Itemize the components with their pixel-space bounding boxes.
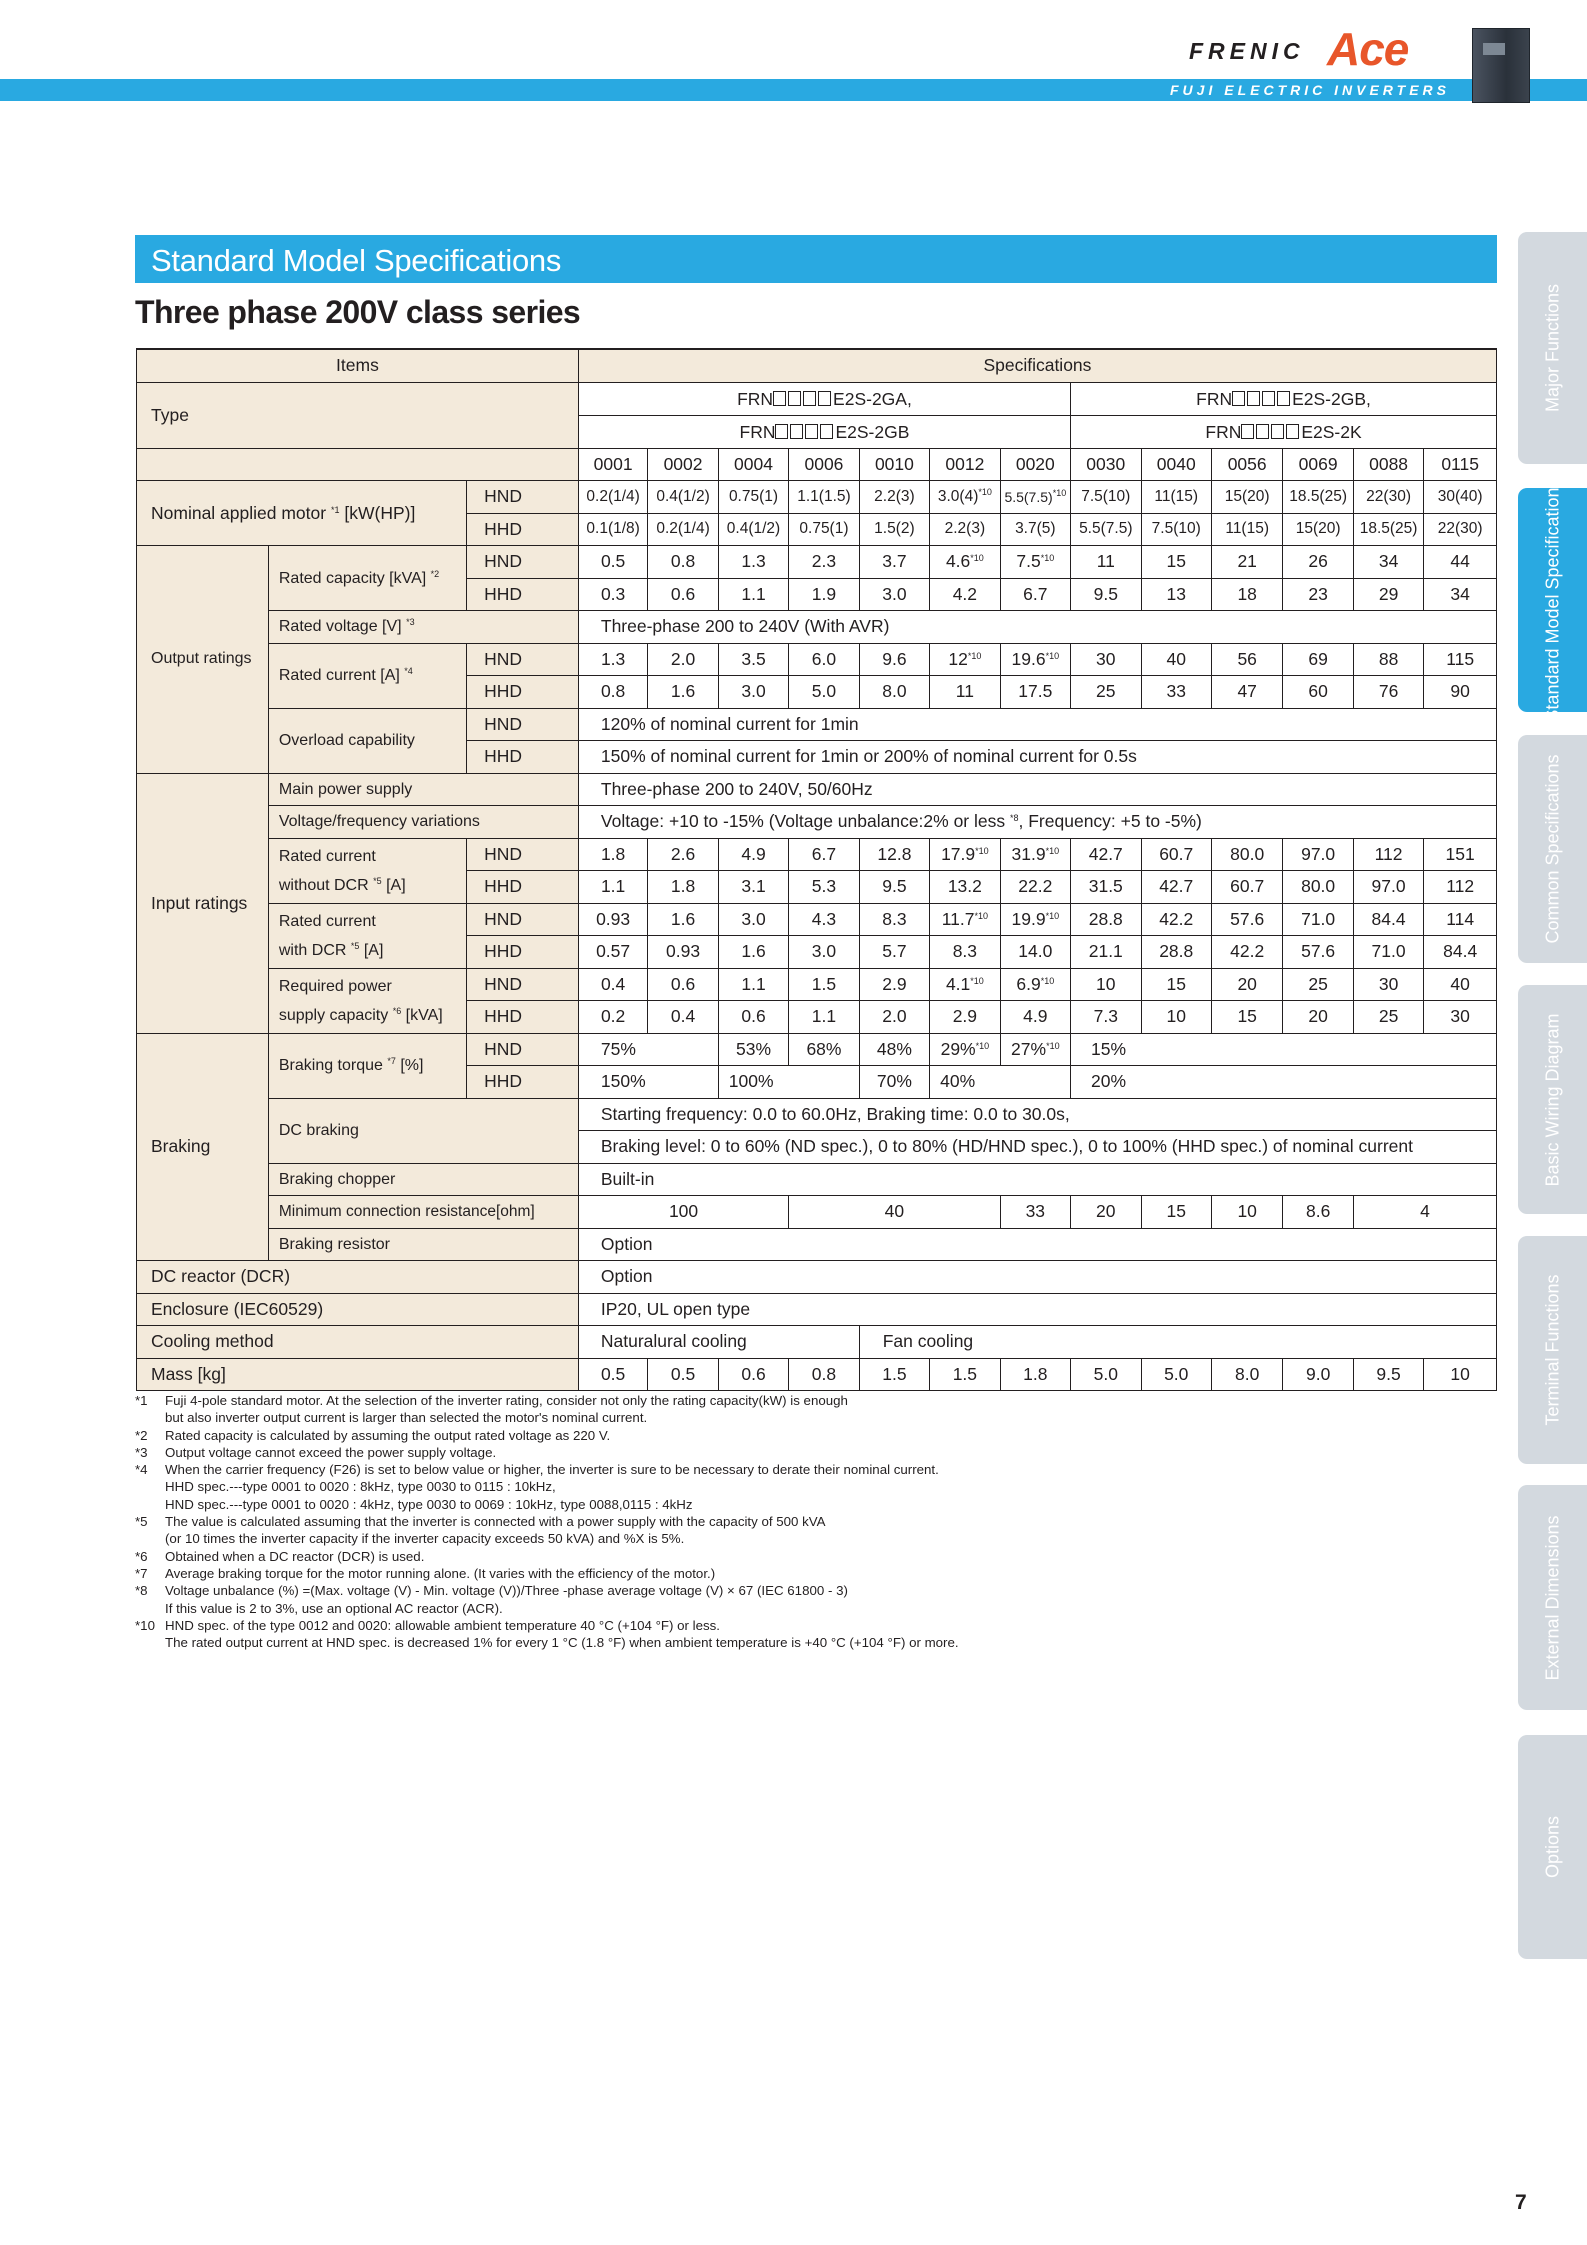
motor-hnd-cell: 1.1(1.5)	[789, 481, 859, 514]
type-label: Type	[137, 382, 579, 448]
nodcr-hhd-cell: 31.5	[1071, 871, 1141, 904]
mass-cell: 0.8	[789, 1358, 859, 1391]
capacity-hhd-cell: 6.7	[1000, 578, 1070, 611]
cooling-fan: Fan cooling	[859, 1326, 1496, 1359]
resistance-cell: 4	[1353, 1196, 1496, 1229]
current-hhd-cell: 5.0	[789, 676, 859, 709]
cooling-natural: Naturalural cooling	[578, 1326, 859, 1359]
capacity-hnd-cell: 2.3	[789, 546, 859, 579]
motor-hnd-cell: 15(20)	[1211, 481, 1282, 514]
motor-hhd-cell: 0.2(1/4)	[648, 513, 718, 546]
footnote: *4 When the carrier frequency (F26) is set to below value or higher, the inverter is sure to be necessary to derate their nominal current. HHD spec.---type 0001 to 0020 : 8kHz, type 0030 to 0115 : 10kHz, HND spec.---type 0001 to 0020 : 4kHz, type 0030 to 0069 : 10kHz, type 0088,0115 : 4kHz	[135, 1462, 939, 1512]
nodcr-hhd-cell: 1.1	[578, 871, 647, 904]
dcr-hhd-cell: 14.0	[1000, 936, 1070, 969]
variation-label: Voltage/frequency variations	[268, 806, 578, 839]
current-hnd-cell: 40	[1141, 643, 1211, 676]
dcr-hnd-cell: 19.9$^{*10}$	[1000, 903, 1070, 936]
nodcr-hhd-cell: 9.5	[859, 871, 929, 904]
mode-hnd: HND	[467, 1033, 579, 1066]
rated-capacity-label: Rated capacity [kVA] $^{*2}$	[268, 546, 466, 611]
capacity-hnd-cell: 0.8	[648, 546, 718, 579]
motor-hnd-cell: 30(40)	[1424, 481, 1497, 514]
dcr-hhd-cell: 3.0	[789, 936, 859, 969]
footnote: *10 HND spec. of the type 0012 and 0020: allowable ambient temperature 40 °C (+104 °F) or less. The rated output current at HND spec. is decreased 1% for every 1 °C (1.8 °F) when ambient temperature is +40 °C (+104 °F) or more.	[135, 1617, 959, 1651]
tab-common-specifications[interactable]: Common Specifications	[1518, 735, 1587, 963]
enclosure-value: IP20, UL open type	[578, 1293, 1496, 1326]
capacity-hnd-cell: 0.5	[578, 546, 647, 579]
brand-name: FRENIC	[1189, 38, 1305, 64]
dcr-hhd-cell: 8.3	[930, 936, 1000, 969]
nodcr-hnd-cell: 42.7	[1071, 838, 1141, 871]
motor-hnd-cell: 0.75(1)	[718, 481, 788, 514]
mode-hnd: HND	[467, 481, 579, 514]
current-hhd-cell: 47	[1211, 676, 1282, 709]
capacity-hnd-cell: 3.7	[859, 546, 929, 579]
current-hnd-cell: 2.0	[648, 643, 718, 676]
capacity-hhd-cell: 1.9	[789, 578, 859, 611]
braking-chopper-value: Built-in	[578, 1163, 1496, 1196]
torque-hhd-cell: 150%	[578, 1066, 718, 1099]
supply-hhd-cell: 0.6	[718, 1001, 788, 1034]
dcr-hnd-cell: 71.0	[1283, 903, 1353, 936]
current-hhd-cell: 3.0	[718, 676, 788, 709]
capacity-hnd-cell: 34	[1353, 546, 1423, 579]
motor-hnd-cell: 22(30)	[1353, 481, 1423, 514]
capacity-hnd-cell: 15	[1141, 546, 1211, 579]
model-code: 0040	[1141, 448, 1211, 481]
model-code: 0001	[578, 448, 647, 481]
tab-terminal-functions[interactable]: Terminal Functions	[1518, 1236, 1587, 1464]
model-code: 0002	[648, 448, 718, 481]
nodcr-hhd-cell: 1.8	[648, 871, 718, 904]
type-b-line1: FRN E2S-2GB,	[1071, 382, 1497, 415]
current-hhd-cell: 17.5	[1000, 676, 1070, 709]
mass-cell: 1.5	[859, 1358, 929, 1391]
footnote: *8 Voltage unbalance (%) =(Max. voltage (V) - Min. voltage (V))/Three -phase average voltage (V) × 67 (IEC 61800 - 3) If this value is 2 to 3%, use an optional AC reactor (ACR).	[135, 1583, 848, 1616]
mode-hnd: HND	[467, 968, 579, 1001]
resistance-cell: 100	[578, 1196, 788, 1229]
motor-hhd-cell: 7.5(10)	[1141, 513, 1211, 546]
capacity-hnd-cell: 7.5$^{*10}$	[1000, 546, 1070, 579]
supply-hnd-cell: 1.1	[718, 968, 788, 1001]
supply-hnd-cell: 15	[1141, 968, 1211, 1001]
capacity-hnd-cell: 4.6$^{*10}$	[930, 546, 1000, 579]
dc-braking-line2: Braking level: 0 to 60% (ND spec.), 0 to 80% (HD/HND spec.), 0 to 100% (HHD spec.) of nominal current	[578, 1131, 1496, 1164]
current-hnd-cell: 9.6	[859, 643, 929, 676]
mode-hhd: HHD	[467, 1066, 579, 1099]
current-hhd-cell: 90	[1424, 676, 1497, 709]
supply-hnd-cell: 25	[1283, 968, 1353, 1001]
motor-label: Nominal applied motor $^{*1}$ [kW(HP)]	[137, 481, 467, 546]
mass-cell: 8.0	[1211, 1358, 1282, 1391]
model-code: 0020	[1000, 448, 1070, 481]
supply-hnd-cell: 20	[1211, 968, 1282, 1001]
input-ratings-group: Input ratings	[137, 773, 269, 1033]
model-row-label	[137, 448, 579, 481]
supply-hnd-cell: 4.1$^{*10}$	[930, 968, 1000, 1001]
nodcr-hnd-cell: 17.9$^{*10}$	[930, 838, 1000, 871]
mass-label: Mass [kg]	[137, 1358, 579, 1391]
nodcr-hnd-cell: 60.7	[1141, 838, 1211, 871]
capacity-hhd-cell: 23	[1283, 578, 1353, 611]
nodcr-hnd-cell: 1.8	[578, 838, 647, 871]
nodcr-hhd-cell: 13.2	[930, 871, 1000, 904]
rated-current-label: Rated current [A] $^{*4}$	[268, 643, 466, 708]
mode-hhd: HHD	[467, 871, 579, 904]
tab-basic-wiring-diagram[interactable]: Basic Wiring Diagram	[1518, 985, 1587, 1214]
nodcr-hnd-cell: 12.8	[859, 838, 929, 871]
type-a-line1: FRN E2S-2GA,	[578, 382, 1070, 415]
supply-hhd-cell: 1.1	[789, 1001, 859, 1034]
motor-hhd-cell: 22(30)	[1424, 513, 1497, 546]
motor-hhd-cell: 5.5(7.5)	[1071, 513, 1141, 546]
motor-hhd-cell: 2.2(3)	[930, 513, 1000, 546]
mode-hnd: HND	[467, 546, 579, 579]
type-a-line2: FRN E2S-2GB	[578, 415, 1070, 448]
supply-hnd-cell: 10	[1071, 968, 1141, 1001]
variation-value: Voltage: +10 to -15% (Voltage unbalance:2% or less $^{*8}$, Frequency: +5 to -5%)	[578, 806, 1496, 839]
mode-hhd: HHD	[467, 1001, 579, 1034]
current-hnd-cell: 3.5	[718, 643, 788, 676]
resistance-cell: 33	[1000, 1196, 1070, 1229]
capacity-hnd-cell: 26	[1283, 546, 1353, 579]
items-header: Items	[137, 349, 579, 382]
nodcr-hnd-cell: 97.0	[1283, 838, 1353, 871]
nodcr-hnd-cell: 31.9$^{*10}$	[1000, 838, 1070, 871]
motor-hnd-cell: 2.2(3)	[859, 481, 929, 514]
section-title: Standard Model Specifications	[135, 235, 1497, 283]
model-code: 0088	[1353, 448, 1423, 481]
nodcr-hnd-cell: 112	[1353, 838, 1423, 871]
current-hhd-cell: 8.0	[859, 676, 929, 709]
mode-hhd: HHD	[467, 741, 579, 774]
dcr-hhd-cell: 84.4	[1424, 936, 1497, 969]
output-ratings-group: Output ratings	[137, 546, 269, 774]
supply-hnd-cell: 6.9$^{*10}$	[1000, 968, 1070, 1001]
torque-hnd-cell: 68%	[789, 1033, 859, 1066]
nodcr-hhd-cell: 3.1	[718, 871, 788, 904]
dcr-hnd-cell: 0.93	[578, 903, 647, 936]
motor-hhd-cell: 1.5(2)	[859, 513, 929, 546]
torque-hhd-cell: 20%	[1071, 1066, 1497, 1099]
footnote: *3 Output voltage cannot exceed the power supply voltage.	[135, 1444, 497, 1460]
supply-hhd-cell: 0.2	[578, 1001, 647, 1034]
motor-hnd-cell: 18.5(25)	[1283, 481, 1353, 514]
overload-hhd-value: 150% of nominal current for 1min or 200% of nominal current for 0.5s	[578, 741, 1496, 774]
supply-hhd-cell: 15	[1211, 1001, 1282, 1034]
dcr-hnd-cell: 1.6	[648, 903, 718, 936]
motor-hhd-cell: 0.75(1)	[789, 513, 859, 546]
mode-hnd: HND	[467, 643, 579, 676]
current-hnd-cell: 12$^{*10}$	[930, 643, 1000, 676]
page-number: 7	[1515, 2191, 1527, 2214]
mode-hnd: HND	[467, 838, 579, 871]
model-code: 0115	[1424, 448, 1497, 481]
motor-hnd-cell: 0.2(1/4)	[578, 481, 647, 514]
brand-series: Ace	[1327, 23, 1409, 75]
nodcr-hhd-cell: 22.2	[1000, 871, 1070, 904]
capacity-hhd-cell: 18	[1211, 578, 1282, 611]
nodcr-hhd-cell: 5.3	[789, 871, 859, 904]
nodcr-hhd-cell: 80.0	[1283, 871, 1353, 904]
dcr-hhd-cell: 28.8	[1141, 936, 1211, 969]
main-power-label: Main power supply	[268, 773, 578, 806]
supply-hhd-cell: 2.0	[859, 1001, 929, 1034]
supply-hhd-cell: 7.3	[1071, 1001, 1141, 1034]
nodcr-hhd-cell: 97.0	[1353, 871, 1423, 904]
resistance-cell: 15	[1141, 1196, 1211, 1229]
braking-group: Braking	[137, 1033, 269, 1261]
current-hhd-cell: 1.6	[648, 676, 718, 709]
motor-hhd-cell: 18.5(25)	[1353, 513, 1423, 546]
footnote: *2 Rated capacity is calculated by assuming the output rated voltage as 220 V.	[135, 1427, 611, 1443]
mode-hhd: HHD	[467, 676, 579, 709]
torque-hnd-cell: 75%	[578, 1033, 718, 1066]
supply-hnd-cell: 2.9	[859, 968, 929, 1001]
enclosure-label: Enclosure (IEC60529)	[137, 1293, 579, 1326]
dcr-hnd-cell: 84.4	[1353, 903, 1423, 936]
current-hnd-cell: 30	[1071, 643, 1141, 676]
motor-hhd-cell: 0.4(1/2)	[718, 513, 788, 546]
dcr-hhd-cell: 42.2	[1211, 936, 1282, 969]
dcr-hhd-cell: 1.6	[718, 936, 788, 969]
mass-cell: 0.5	[578, 1358, 647, 1391]
footnote: *1 Fuji 4-pole standard motor. At the selection of the inverter rating, consider not only the rating capacity(kW) is enough but also inverter output current is larger than selected the motor's nominal current.	[135, 1393, 848, 1426]
capacity-hhd-cell: 9.5	[1071, 578, 1141, 611]
supply-hhd-cell: 20	[1283, 1001, 1353, 1034]
mass-cell: 0.5	[648, 1358, 718, 1391]
current-hnd-cell: 1.3	[578, 643, 647, 676]
tab-standard-model-specifications[interactable]: Standard Model Specifications	[1518, 488, 1587, 712]
supply-hhd-cell: 30	[1424, 1001, 1497, 1034]
torque-hnd-cell: 29%$^{*10}$	[930, 1033, 1000, 1066]
dcr-hhd-cell: 5.7	[859, 936, 929, 969]
supply-hhd-cell: 10	[1141, 1001, 1211, 1034]
mass-cell: 9.0	[1283, 1358, 1353, 1391]
braking-torque-label: Braking torque $^{*7}$ [%]	[268, 1033, 466, 1098]
footnotes	[135, 1392, 1235, 1651]
dcr-hhd-cell: 0.93	[648, 936, 718, 969]
mass-cell: 1.8	[1000, 1358, 1070, 1391]
dc-braking-line1: Starting frequency: 0.0 to 60.0Hz, Braking time: 0.0 to 30.0s,	[578, 1098, 1496, 1131]
overload-label: Overload capability	[268, 708, 466, 773]
nodcr-hnd-cell: 151	[1424, 838, 1497, 871]
mode-hhd: HHD	[467, 936, 579, 969]
model-code: 0006	[789, 448, 859, 481]
supply-hnd-cell: 0.4	[578, 968, 647, 1001]
mass-cell: 5.0	[1071, 1358, 1141, 1391]
motor-hhd-cell: 11(15)	[1211, 513, 1282, 546]
braking-chopper-label: Braking chopper	[268, 1163, 578, 1196]
motor-hnd-cell: $5.5(7.5)^{*10}$	[1000, 481, 1070, 514]
model-code: 0012	[930, 448, 1000, 481]
overload-hnd-value: 120% of nominal current for 1min	[578, 708, 1496, 741]
tab-major-functions[interactable]: Major Functions	[1518, 232, 1587, 464]
current-hnd-cell: 69	[1283, 643, 1353, 676]
mode-hnd: HND	[467, 708, 579, 741]
main-power-value: Three-phase 200 to 240V, 50/60Hz	[578, 773, 1496, 806]
footnote: *7 Average braking torque for the motor running alone. (It varies with the efficiency of the motor.)	[135, 1565, 716, 1581]
capacity-hnd-cell: 21	[1211, 546, 1282, 579]
supply-hnd-cell: 40	[1424, 968, 1497, 1001]
current-hhd-cell: 0.8	[578, 676, 647, 709]
mode-hhd: HHD	[467, 578, 579, 611]
spec-table	[136, 348, 1497, 1391]
nodcr-hhd-cell: 60.7	[1211, 871, 1282, 904]
dcr-hnd-cell: 4.3	[789, 903, 859, 936]
braking-resistor-label: Braking resistor	[268, 1228, 578, 1261]
motor-hhd-cell: 15(20)	[1283, 513, 1353, 546]
dc-reactor-value: Option	[578, 1261, 1496, 1294]
supply-hnd-cell: 1.5	[789, 968, 859, 1001]
torque-hnd-cell: 15%	[1071, 1033, 1497, 1066]
dcr-hnd-cell: 3.0	[718, 903, 788, 936]
min-resistance-label: Minimum connection resistance[ohm]	[268, 1196, 578, 1229]
mode-hhd: HHD	[467, 513, 579, 546]
braking-resistor-value: Option	[578, 1228, 1496, 1261]
mass-cell: 10	[1424, 1358, 1497, 1391]
capacity-hnd-cell: 1.3	[718, 546, 788, 579]
resistance-cell: 40	[789, 1196, 1000, 1229]
model-code: 0069	[1283, 448, 1353, 481]
current-hnd-cell: 115	[1424, 643, 1497, 676]
model-code: 0004	[718, 448, 788, 481]
capacity-hnd-cell: 11	[1071, 546, 1141, 579]
supply-hhd-cell: 0.4	[648, 1001, 718, 1034]
capacity-hhd-cell: 4.2	[930, 578, 1000, 611]
capacity-hhd-cell: 13	[1141, 578, 1211, 611]
inverter-product-image	[1472, 28, 1530, 103]
resistance-cell: 10	[1211, 1196, 1282, 1229]
page-subtitle: Three phase 200V class series	[135, 294, 581, 330]
nodcr-hnd-cell: 4.9	[718, 838, 788, 871]
supply-hhd-cell: 2.9	[930, 1001, 1000, 1034]
current-hhd-cell: 60	[1283, 676, 1353, 709]
current-hnd-cell: 19.6$^{*10}$	[1000, 643, 1070, 676]
dc-reactor-label: DC reactor (DCR)	[137, 1261, 579, 1294]
current-hnd-cell: 88	[1353, 643, 1423, 676]
torque-hnd-cell: 53%	[718, 1033, 788, 1066]
torque-hhd-cell: 70%	[859, 1066, 929, 1099]
capacity-hhd-cell: 0.3	[578, 578, 647, 611]
current-with-dcr-label: Rated current with DCR $^{*5}$ [A]	[268, 903, 466, 968]
current-hhd-cell: 25	[1071, 676, 1141, 709]
motor-hnd-cell: $3.0(4)^{*10}$	[930, 481, 1000, 514]
nodcr-hnd-cell: 6.7	[789, 838, 859, 871]
capacity-hhd-cell: 1.1	[718, 578, 788, 611]
capacity-hhd-cell: 34	[1424, 578, 1497, 611]
dcr-hhd-cell: 71.0	[1353, 936, 1423, 969]
current-hhd-cell: 76	[1353, 676, 1423, 709]
mass-cell: 0.6	[718, 1358, 788, 1391]
torque-hhd-cell: 100%	[718, 1066, 859, 1099]
footnote: *5 The value is calculated assuming that the inverter is connected with a power supply with the capacity of 500 kVA (or 10 times the inverter capacity if the inverter capacity exceeds 50 kVA) and %X is 5%.	[135, 1514, 826, 1547]
resistance-cell: 8.6	[1283, 1196, 1353, 1229]
motor-hnd-cell: 7.5(10)	[1071, 481, 1141, 514]
motor-hnd-cell: 0.4(1/2)	[648, 481, 718, 514]
dcr-hnd-cell: 8.3	[859, 903, 929, 936]
capacity-hhd-cell: 29	[1353, 578, 1423, 611]
supply-hnd-cell: 30	[1353, 968, 1423, 1001]
resistance-cell: 20	[1071, 1196, 1141, 1229]
model-code: 0030	[1071, 448, 1141, 481]
motor-hhd-cell: 3.7(5)	[1000, 513, 1070, 546]
type-b-line2: FRN E2S-2K	[1071, 415, 1497, 448]
tab-options[interactable]: Options	[1518, 1735, 1587, 1959]
model-code: 0056	[1211, 448, 1282, 481]
capacity-hhd-cell: 3.0	[859, 578, 929, 611]
rated-voltage-value: Three-phase 200 to 240V (With AVR)	[578, 611, 1496, 644]
dcr-hnd-cell: 114	[1424, 903, 1497, 936]
model-code: 0010	[859, 448, 929, 481]
mass-cell: 5.0	[1141, 1358, 1211, 1391]
supply-capacity-label: Required power supply capacity $^{*6}$ [kVA]	[268, 968, 466, 1033]
current-without-dcr-label: Rated current without DCR $^{*5}$ [A]	[268, 838, 466, 903]
torque-hhd-cell: 40%	[930, 1066, 1071, 1099]
mass-cell: 9.5	[1353, 1358, 1423, 1391]
dcr-hhd-cell: 21.1	[1071, 936, 1141, 969]
current-hnd-cell: 56	[1211, 643, 1282, 676]
nodcr-hhd-cell: 112	[1424, 871, 1497, 904]
current-hhd-cell: 33	[1141, 676, 1211, 709]
cooling-label: Cooling method	[137, 1326, 579, 1359]
supply-hhd-cell: 25	[1353, 1001, 1423, 1034]
capacity-hhd-cell: 0.6	[648, 578, 718, 611]
nodcr-hnd-cell: 80.0	[1211, 838, 1282, 871]
dcr-hhd-cell: 57.6	[1283, 936, 1353, 969]
supply-hnd-cell: 0.6	[648, 968, 718, 1001]
dcr-hnd-cell: 57.6	[1211, 903, 1282, 936]
tab-external-dimensions[interactable]: External Dimensions	[1518, 1485, 1587, 1710]
supply-hhd-cell: 4.9	[1000, 1001, 1070, 1034]
nodcr-hhd-cell: 42.7	[1141, 871, 1211, 904]
motor-hnd-cell: 11(15)	[1141, 481, 1211, 514]
dcr-hnd-cell: 28.8	[1071, 903, 1141, 936]
dcr-hnd-cell: 11.7$^{*10}$	[930, 903, 1000, 936]
footnote: *6 Obtained when a DC reactor (DCR) is used.	[135, 1548, 425, 1564]
mode-hnd: HND	[467, 903, 579, 936]
capacity-hnd-cell: 44	[1424, 546, 1497, 579]
dcr-hhd-cell: 0.57	[578, 936, 647, 969]
brand-tagline: FUJI ELECTRIC INVERTERS	[1170, 82, 1450, 98]
torque-hnd-cell: 48%	[859, 1033, 929, 1066]
dcr-hnd-cell: 42.2	[1141, 903, 1211, 936]
torque-hnd-cell: 27%$^{*10}$	[1000, 1033, 1070, 1066]
current-hhd-cell: 11	[930, 676, 1000, 709]
dc-braking-label: DC braking	[268, 1098, 578, 1163]
rated-voltage-label: Rated voltage [V] $^{*3}$	[268, 611, 578, 644]
motor-hhd-cell: 0.1(1/8)	[578, 513, 647, 546]
specifications-header: Specifications	[578, 349, 1496, 382]
nodcr-hnd-cell: 2.6	[648, 838, 718, 871]
mass-cell: 1.5	[930, 1358, 1000, 1391]
current-hnd-cell: 6.0	[789, 643, 859, 676]
